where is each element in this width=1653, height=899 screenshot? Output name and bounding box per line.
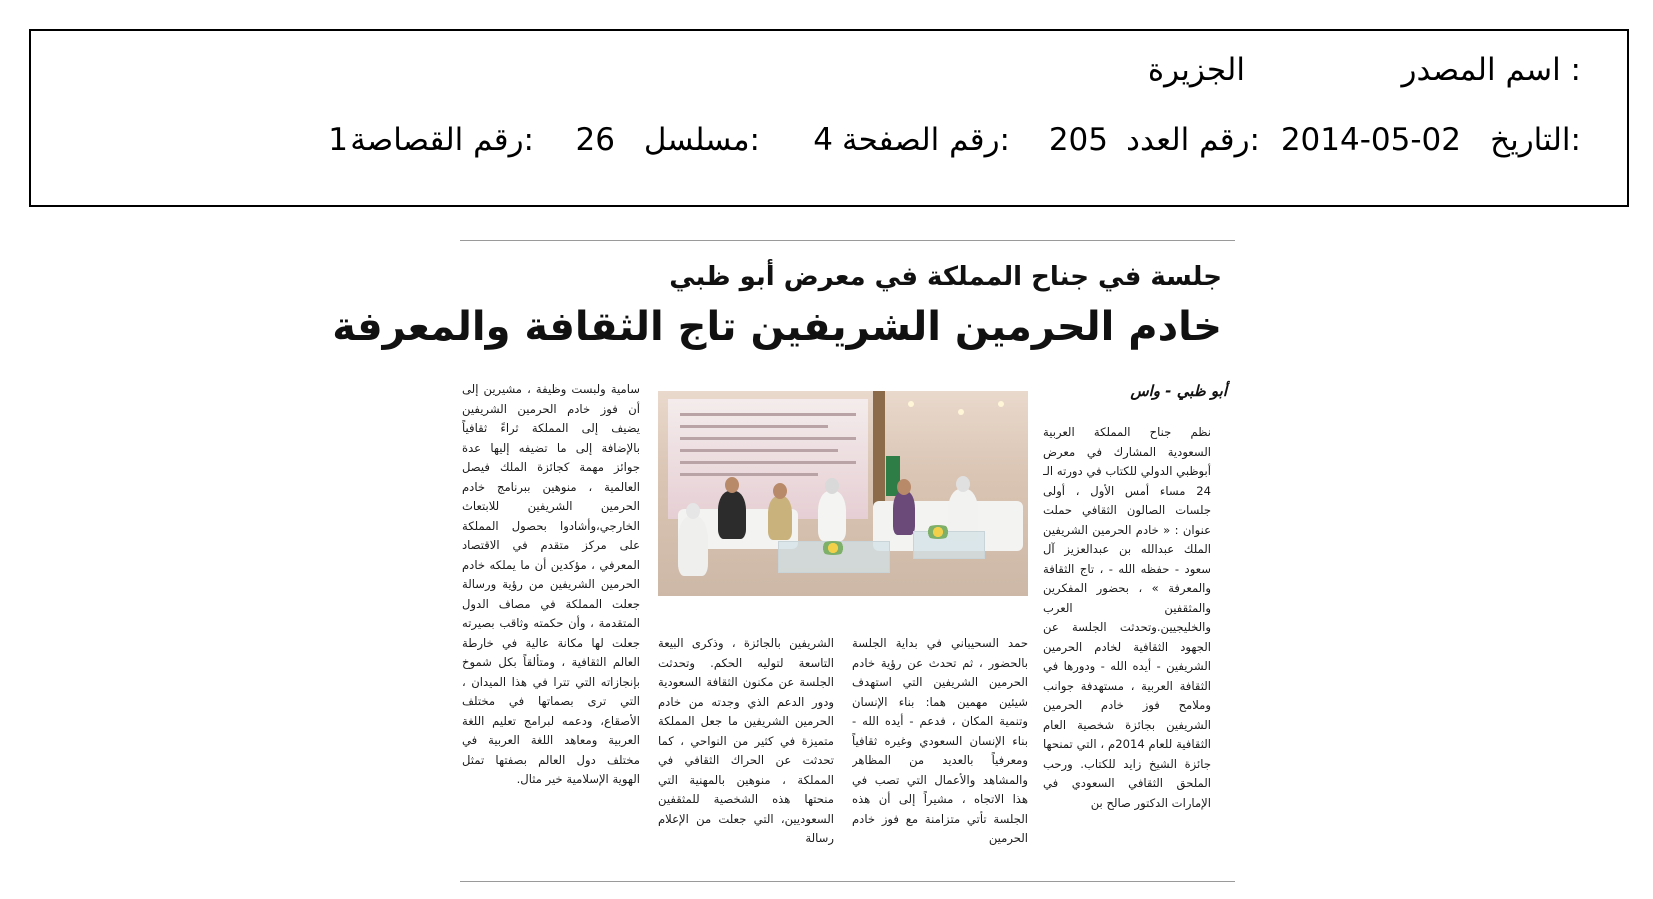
article-column-2: حمد السحيباني في بداية الجلسة بالحضور ، ثم تحدث عن رؤية خادم الحرمين الشريفين التي استهدف شيئين مهمين هما: بناء الإنسان وتنمية المكان ، فدعم - أيده الله - بناء الإنسان السعودي وغيره ثقافياً ومعرفياً بالعديد من المظاهر والمشاهد والأعمال التي تصب في هذا الاتجاه ، مشيراً إلى أن هذه الجلسة تأتي متزامنة مع فوز خادم الحرمين — [852, 636, 1028, 845]
serial-value: 26 — [575, 122, 615, 158]
page-label: رقم الصفحة: — [842, 122, 1010, 158]
flowers — [923, 525, 953, 539]
article-column-4: سامية ولبست وظيفة ، مشيرين إلى أن فوز خادم الحرمين الشريفين يضيف إلى المملكة ثراءً ثقافياً بالإضافة إلى ما تضيفه إليها عدة جوائز مهمة كجائزة الملك فيصل العالمية ، منوهين ببرنامج خادم الحرمين الشريفين للابتعاث الخارجي،وأشادوا بحصول المملكة على مركز متقدم في الاقتصاد المعرفي ، مؤكدين أن ما يملكه خادم الحرمين الشريفين من رؤية ورسالة جعلت المملكة في مصاف الدول المتقدمة ، وأن حكمته وثاقب بصيرته جعلت لها مكانة عالية في خارطة العالم الثقافية ، ومتألقاً بكل شموخ بإنجازاته التي تترا في هذا الميدان ، التي ترى بصماتها في مختلف الأصقاع، ودعمه لبرامج تعليم اللغة العربية ومعاهد اللغة العربية في مختلف دول العالم بصفتها تمثل الهوية الإسلامية خير مثال. — [462, 382, 640, 786]
source-label: اسم المصدر : — [1401, 52, 1581, 88]
clip-value: 1 — [328, 122, 348, 158]
article-headline: خادم الحرمين الشريفين تاج الثقافة والمعرفة — [332, 304, 1222, 350]
panelist — [718, 491, 746, 539]
serial-label: مسلسل: — [643, 122, 760, 158]
clip-label: رقم القصاصة: — [350, 122, 534, 158]
flowers — [818, 541, 848, 555]
session-photo — [658, 391, 1028, 596]
source-value: الجزيرة — [1147, 52, 1245, 88]
ceiling-lamp — [908, 401, 914, 407]
audience-member — [678, 516, 708, 576]
article-kicker: جلسة في جناح المملكة في معرض أبو ظبي — [669, 262, 1222, 292]
news-clipping — [332, 240, 1235, 882]
article-column-1: نظم جناح المملكة العربية السعودية المشارك في معرض أبوظبي الدولي للكتاب في دورته الـ 24 مساء أمس الأول ، أولى جلسات الصالون الثقافي حملت عنوان : « خادم الحرمين الشريفين الملك عبدالله بن عبدالعزيز آل سعود - حفظه الله - ، تاج الثقافة والمعرفة » ، بحضور المفكرين والمثقفين العرب والخليجيين.وتحدثت الجلسة عن الجهود الثقافية لخادم الحرمين الشريفين - أيده الله - ودورها في الثقافة العربية ، مستهدفة جوانب وملامح فوز خادم الحرمين الشريفين بجائزة شخصية العام الثقافية للعام 2014م ، التي تمنحها جائزة الشيخ زايد للكتاب. ورحب الملحق الثقافي السعودي في الإمارات الدكتور صالح بن — [1043, 425, 1211, 810]
audience-head — [686, 503, 700, 519]
stage-pillar — [873, 391, 885, 511]
issue-label: رقم العدد: — [1126, 122, 1260, 158]
date-label: التاريخ: — [1490, 122, 1581, 158]
page-value: 4 — [813, 122, 833, 158]
top-rule — [460, 240, 1235, 241]
date-value: 2014-05-02 — [1280, 122, 1461, 158]
panelist-head — [825, 478, 839, 494]
article-column-3: الشريفين بالجائزة ، وذكرى البيعة التاسعة لتوليه الحكم. وتحدثت الجلسة عن مكنون الثقافة السعودية ودور الدعم الذي وجدته من خادم الحرمين الشريفين ما جعل المملكة متميزة في كثير من النواحي ، كما تحدثت عن الحراك الثقافي في المملكة ، منوهين بالمهنية التي منحتها هذه الشخصية للمثقفين السعوديين، التي جعلت من الإعلام رسالة — [658, 636, 834, 845]
issue-value: 205 — [1048, 122, 1108, 158]
panelist — [768, 496, 792, 540]
panelist-head — [897, 479, 911, 495]
bottom-rule — [460, 881, 1235, 882]
metadata-box — [29, 29, 1629, 207]
ceiling-lamp — [998, 401, 1004, 407]
article-byline: أبو ظبي - واس — [1130, 382, 1227, 400]
panelist-head — [956, 476, 970, 492]
panelist — [818, 491, 846, 541]
panelist-head — [725, 477, 739, 493]
panelist — [893, 491, 915, 535]
panelist-head — [773, 483, 787, 499]
ceiling-lamp — [958, 409, 964, 415]
